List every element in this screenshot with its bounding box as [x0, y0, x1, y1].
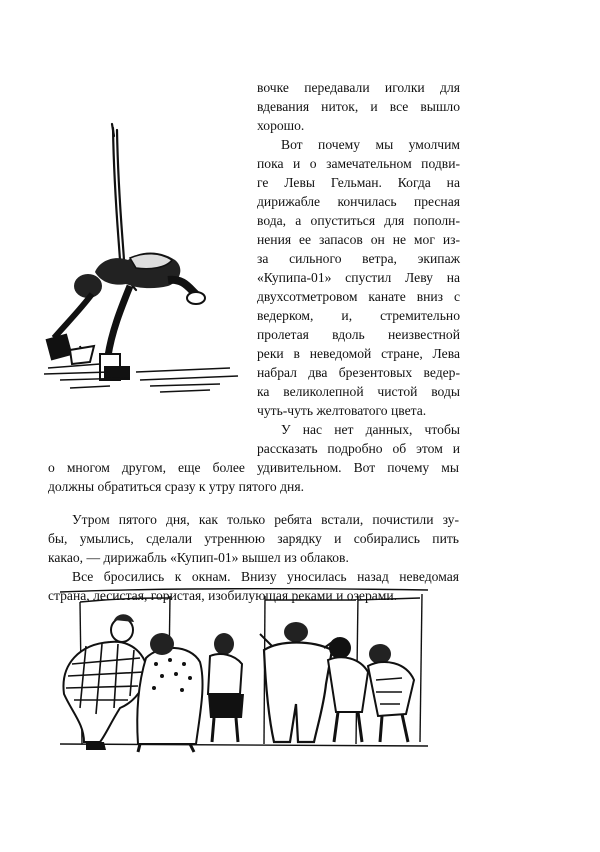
text-line: за сильного ветра, экипаж: [257, 251, 460, 266]
text-line: какао, — дирижабль «Купип-01» вышел из облаков.: [48, 550, 349, 565]
text-line: дирижабле кончилась пресная: [257, 194, 460, 209]
text-line: «Купипа-01» спустил Леву на: [257, 270, 460, 285]
text-line: реки в неведомой стране, Лева: [257, 346, 460, 361]
text-line: ведерком, и, стремительно: [257, 308, 460, 323]
text-line: вочке передавали иголки для: [257, 80, 460, 95]
text-line: У нас нет данных, чтобы: [281, 422, 460, 437]
text-line: Вот почему мы умолчим: [281, 137, 460, 152]
text-line: пока и о замечательном подви-: [257, 156, 460, 171]
text-line: должны обратиться сразу к утру пятого дня.: [48, 479, 304, 494]
text-line: двухсотметровом канате вниз с: [257, 289, 460, 304]
text-line: рассказать подробно об этом и: [257, 441, 460, 456]
text-line: страна, лесистая, гористая, изобилующая реками и озерами.: [48, 588, 398, 603]
text-line: пролетая вдоль неизвестной: [257, 327, 460, 342]
people-at-windows-illustration: [50, 584, 430, 754]
text-line: набрал два брезентовых ведер-: [257, 365, 460, 380]
text-line: чуть-чуть желтоватого цвета.: [257, 403, 427, 418]
text-line: ка великолепной чистой воды: [257, 384, 460, 399]
text-line: хорошо.: [257, 118, 305, 133]
text-line: Все бросились к окнам. Внизу уносилась назад неведомая: [72, 569, 459, 584]
text-line: о многом другом, еще более удивительном. Вот почему мы: [48, 460, 459, 475]
boy-on-rope-illustration: [40, 110, 240, 410]
text-line: бы, умылись, сделали утреннюю зарядку и собирались пить: [48, 531, 459, 546]
text-line: Утром пятого дня, как только ребята встали, почистили зу-: [72, 512, 459, 527]
text-line: ге Левы Гельман. Когда на: [257, 175, 460, 190]
text-line: вода, а опуститься для пополн-: [257, 213, 460, 228]
text-line: вдевания ниток, и все вышло: [257, 99, 460, 114]
text-line: нения ее запасов он не мог из-: [257, 232, 460, 247]
